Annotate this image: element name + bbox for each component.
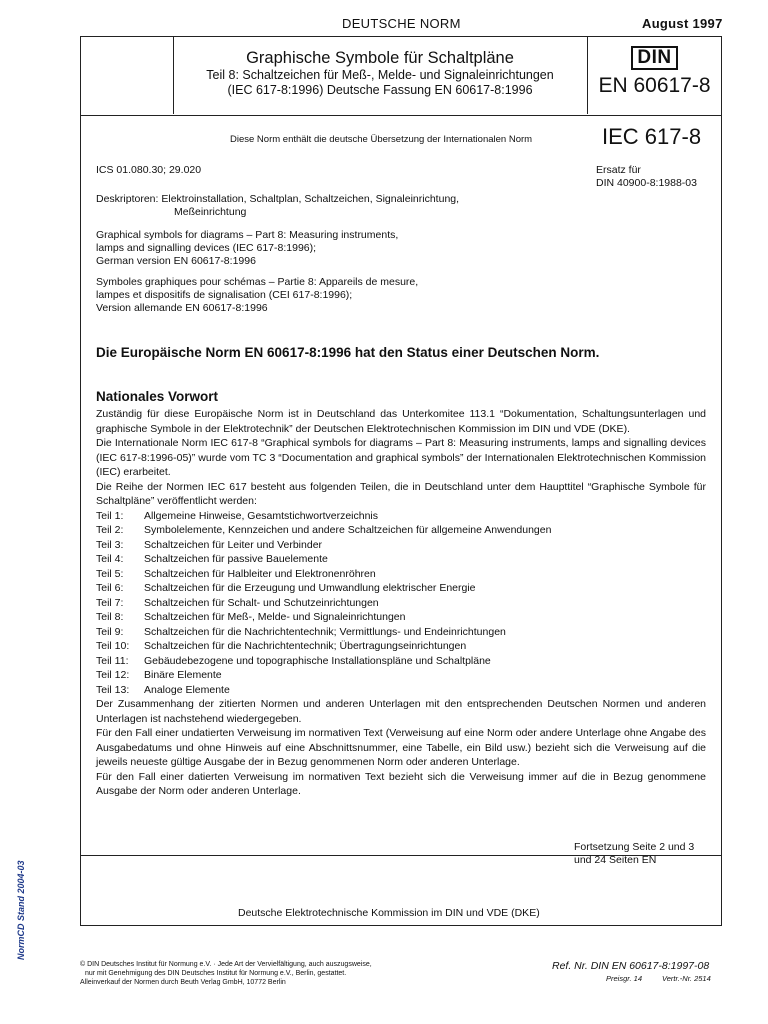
norm-type-label: DEUTSCHE NORM <box>342 16 461 31</box>
part-label: Teil 7: <box>96 596 124 609</box>
part-label: Teil 8: <box>96 611 124 623</box>
foreword-paragraph: Zuständig für diese Europäische Norm ist in Deutschland das Unterkomitee 113.1 “Dokumentation, Schaltungsunterlagen und graphische Symbole in der Elektrotechnik” der Deutschen Elektrotechnischen Kommission im DIN und VDE (DKE). <box>96 408 706 435</box>
continuation-line1: Fortsetzung Seite 2 und 3 <box>574 841 695 853</box>
english-title-line: lamps and signalling devices (IEC 617-8:1996); <box>96 242 317 254</box>
issuing-organization: Deutsche Elektrotechnische Kommission im DIN und VDE (DKE) <box>238 907 540 919</box>
copyright-block <box>80 960 372 987</box>
descriptors-line1: Deskriptoren: Elektroinstallation, Schaltplan, Schaltzeichen, Signaleinrichtung, <box>96 193 460 205</box>
foreword-paragraph: Für den Fall einer datierten Verweisung im normativen Text bezieht sich die Verweisung immer auf die in Bezug genommene Ausgabe der Norm oder anderen Unterlage. <box>96 770 706 797</box>
part-label: Teil 2: <box>96 524 124 536</box>
price-group: Preisgr. 14 <box>606 974 642 983</box>
replaces-value: DIN 40900-8:1988-03 <box>596 177 697 189</box>
norm-number: EN 60617-8 <box>598 74 711 97</box>
iec-number: IEC 617-8 <box>602 124 702 149</box>
part-title: Schaltzeichen für die Erzeugung und Umwandlung elektrischer Energie <box>144 582 476 594</box>
part-title: Schaltzeichen für die Nachrichtentechnik; Vermittlungs- und Endeinrichtungen <box>144 625 506 638</box>
copyright-line: © DIN Deutsches Institut für Normung e.V. · Jede Art der Vervielfältigung, auch auszugsweise, <box>80 961 372 968</box>
part-title: Schaltzeichen für die Nachrichtentechnik; Übertragungseinrichtungen <box>144 640 467 652</box>
part-title: Gebäudebezogene und topographische Installationspläne und Schaltpläne <box>144 654 491 667</box>
descriptors-line2: Meßeinrichtung <box>174 206 247 218</box>
din-logo: DIN <box>631 46 677 70</box>
french-title-line: Version allemande EN 60617-8:1996 <box>96 302 268 314</box>
part-label: Teil 9: <box>96 625 124 638</box>
translation-note: Diese Norm enthält die deutsche Übersetzung der Internationalen Norm <box>230 134 533 145</box>
copyright-line: nur mit Genehmigung des DIN Deutsches Institut für Normung e.V., Berlin, gestattet. <box>85 970 347 977</box>
part-title: Schaltzeichen für Leiter und Verbinder <box>144 538 323 551</box>
sales-number: Vertr.-Nr. 2514 <box>662 974 711 983</box>
replaces-label: Ersatz für <box>596 164 641 176</box>
part-title: Schaltzeichen für passive Bauelemente <box>144 553 328 565</box>
ics-code: ICS 01.080.30; 29.020 <box>96 164 202 176</box>
part-label: Teil 13: <box>96 683 130 696</box>
document-subtitle-line1: Teil 8: Schaltzeichen für Meß-, Melde- und Signaleinrichtungen <box>206 68 554 82</box>
english-title-line: German version EN 60617-8:1996 <box>96 255 256 267</box>
document-title: Graphische Symbole für Schaltpläne <box>246 49 514 67</box>
document-frame-outer <box>80 36 722 926</box>
foreword-paragraph: Die Reihe der Normen IEC 617 besteht aus folgenden Teilen, die in Deutschland unter dem Haupttitel “Graphische Symbole für Schaltpläne” veröffentlicht werden: <box>96 480 706 507</box>
part-label: Teil 4: <box>96 553 124 565</box>
part-title: Symbolelemente, Kennzeichen und andere Schaltzeichen für allgemeine Anwendungen <box>144 524 552 536</box>
reference-number: Ref. Nr. DIN EN 60617-8:1997-08 <box>552 960 710 972</box>
foreword-paragraph: Die Internationale Norm IEC 617-8 “Graphical symbols for diagrams – Part 8: Measuring instruments, lamps and signalling devices (IEC 617-8:1996-05)” wurde vom TC 3 “Documentation and graphical symbols” der Internationalen Elektrotechnischen Kommission (IEC) erarbeitet. <box>96 437 706 478</box>
english-title-line: Graphical symbols for diagrams – Part 8: Measuring instruments, <box>96 229 399 241</box>
part-label: Teil 12: <box>96 669 130 681</box>
side-stamp: NormCD Stand 2004-03 <box>16 860 26 960</box>
foreword-title: Nationales Vorwort <box>96 389 219 404</box>
part-title: Schaltzeichen für Meß-, Melde- und Signaleinrichtungen <box>144 611 406 623</box>
document-subtitle-line2: (IEC 617-8:1996) Deutsche Fassung EN 60617-8:1996 <box>227 83 533 97</box>
part-title: Allgemeine Hinweise, Gesamtstichwortverzeichnis <box>144 509 379 522</box>
part-label: Teil 1: <box>96 509 124 522</box>
foreword-paragraph: Für den Fall einer undatierten Verweisung im normativen Text (Verweisung auf eine Norm oder andere Unterlage ohne Angabe des Ausgabedatums und ohne Hinweis auf eine Abschnittsnummer, eine Tabelle, ein Bild usw.) bezieht sich die Verweisung auf die jeweils neueste gültige Ausgabe der in Bezug genommenen Norm oder anderen Unterlage. <box>96 727 706 768</box>
foreword-paragraph: Der Zusammenhang der zitierten Normen und anderen Unterlagen mit den entsprechenden Deutschen Normen und anderen Unterlagen ist nachstehend wiedergegeben. <box>96 698 706 725</box>
part-label: Teil 6: <box>96 582 124 594</box>
part-title: Binäre Elemente <box>144 669 222 681</box>
part-label: Teil 11: <box>96 654 129 667</box>
publication-date: August 1997 <box>642 16 723 31</box>
status-headline: Die Europäische Norm EN 60617-8:1996 hat den Status einer Deutschen Norm. <box>96 345 600 360</box>
part-label: Teil 3: <box>96 538 124 551</box>
french-title-line: Symboles graphiques pour schémas – Partie 8: Appareils de mesure, <box>96 276 419 288</box>
french-title-line: lampes et dispositifs de signalisation (CEI 617-8:1996); <box>96 289 353 301</box>
part-label: Teil 5: <box>96 567 124 580</box>
part-label: Teil 10: <box>96 640 130 652</box>
copyright-line: Alleinverkauf der Normen durch Beuth Verlag GmbH, 10772 Berlin <box>80 979 286 986</box>
part-title: Schaltzeichen für Schalt- und Schutzeinrichtungen <box>144 596 379 609</box>
part-title: Schaltzeichen für Halbleiter und Elektronenröhren <box>144 567 376 580</box>
continuation-line2: und 24 Seiten EN <box>574 854 657 866</box>
part-title: Analoge Elemente <box>144 683 230 696</box>
